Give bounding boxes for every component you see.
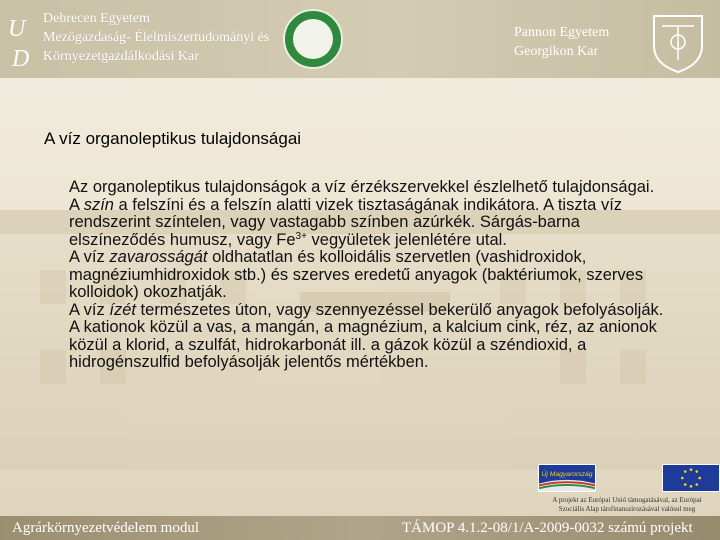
building-window bbox=[40, 270, 66, 304]
left-institution-line: Mezőgazdaság- Élelmiszertudományi és bbox=[43, 30, 270, 45]
italic-term: ízét bbox=[109, 300, 136, 319]
paragraph-turbidity bbox=[69, 249, 675, 302]
text-run: természetes úton, vagy szennyezéssel bekerülő anyagok befolyásolják. A kationok közül a vas, a mangán, a magnézium, a kalcium cink, réz, az anionok közül a klorid, a szulfát, hidrokarbonát ill. a gázok közül a széndioxid, a hidrogénszulfid befolyásolják jelentős mértékben. bbox=[69, 300, 664, 371]
module-name: Agrárkörnyezetvédelem modul bbox=[12, 520, 200, 536]
paragraph-color bbox=[69, 197, 675, 250]
right-institution-line: Georgikon Kar bbox=[514, 44, 599, 59]
svg-text:U: U bbox=[8, 16, 26, 42]
italic-term: zavarosságát bbox=[109, 248, 208, 266]
right-institution-name bbox=[514, 23, 609, 61]
text-run: vegyületek jelenlétére utal. bbox=[306, 230, 507, 249]
faculty-seal-icon bbox=[283, 9, 343, 69]
funding-note-line: Szociális Alap társfinanszírozásával valósul meg bbox=[558, 505, 696, 513]
funding-note-line: A projekt az Európai Unió támogatásával, az Európai bbox=[552, 496, 702, 504]
header-banner bbox=[0, 0, 720, 78]
paragraph-definition: Az organoleptikus tulajdonságok a víz érzékszervekkel észlelhető tulajdonságai. bbox=[69, 178, 655, 196]
georgikon-crest-icon bbox=[648, 12, 708, 74]
slide-title: A víz organoleptikus tulajdonságai bbox=[44, 129, 302, 148]
slide-body bbox=[69, 179, 675, 372]
italic-term: szín bbox=[83, 195, 114, 214]
left-institution-name bbox=[43, 9, 269, 66]
project-id: TÁMOP 4.1.2-08/1/A-2009-0032 számú projekt bbox=[402, 520, 693, 536]
university-logo-icon bbox=[6, 6, 34, 72]
funding-logos bbox=[534, 460, 720, 516]
text-run: A víz bbox=[69, 300, 110, 319]
eu-flag-icon bbox=[662, 464, 720, 492]
flag-left-label: Új Magyarország bbox=[541, 471, 593, 479]
footer-banner bbox=[0, 516, 720, 540]
left-institution-line: Környezetgazdálkodási Kar bbox=[43, 49, 199, 64]
building-window bbox=[40, 350, 66, 384]
svg-text:D: D bbox=[12, 46, 30, 72]
text-run: oldhatatlan és kolloidális szervetlen (vashidroxidok, magnéziumhidroxidok stb.) és szerves eredetű anyagok (baktériumok, szerves kolloidok) okozhatják. bbox=[69, 248, 644, 301]
left-institution-line: Debrecen Egyetem bbox=[43, 11, 150, 26]
text-run: A víz bbox=[69, 248, 110, 266]
superscript: 3+ bbox=[295, 230, 307, 242]
uj-magyarorszag-logo bbox=[538, 464, 596, 492]
text-run: A bbox=[69, 195, 84, 214]
funding-note bbox=[534, 496, 720, 514]
right-institution-line: Pannon Egyetem bbox=[514, 25, 610, 40]
seal-center bbox=[293, 19, 333, 59]
paragraph-taste bbox=[69, 302, 675, 372]
text-run: a felszíni és a felszín alatti vizek tisztaságának indikátora. A tiszta víz rendszerint színtelen, vagy vastagabb színben azúrkék. Sárgás-barna elszíneződés humusz, vagy Fe bbox=[69, 195, 623, 249]
